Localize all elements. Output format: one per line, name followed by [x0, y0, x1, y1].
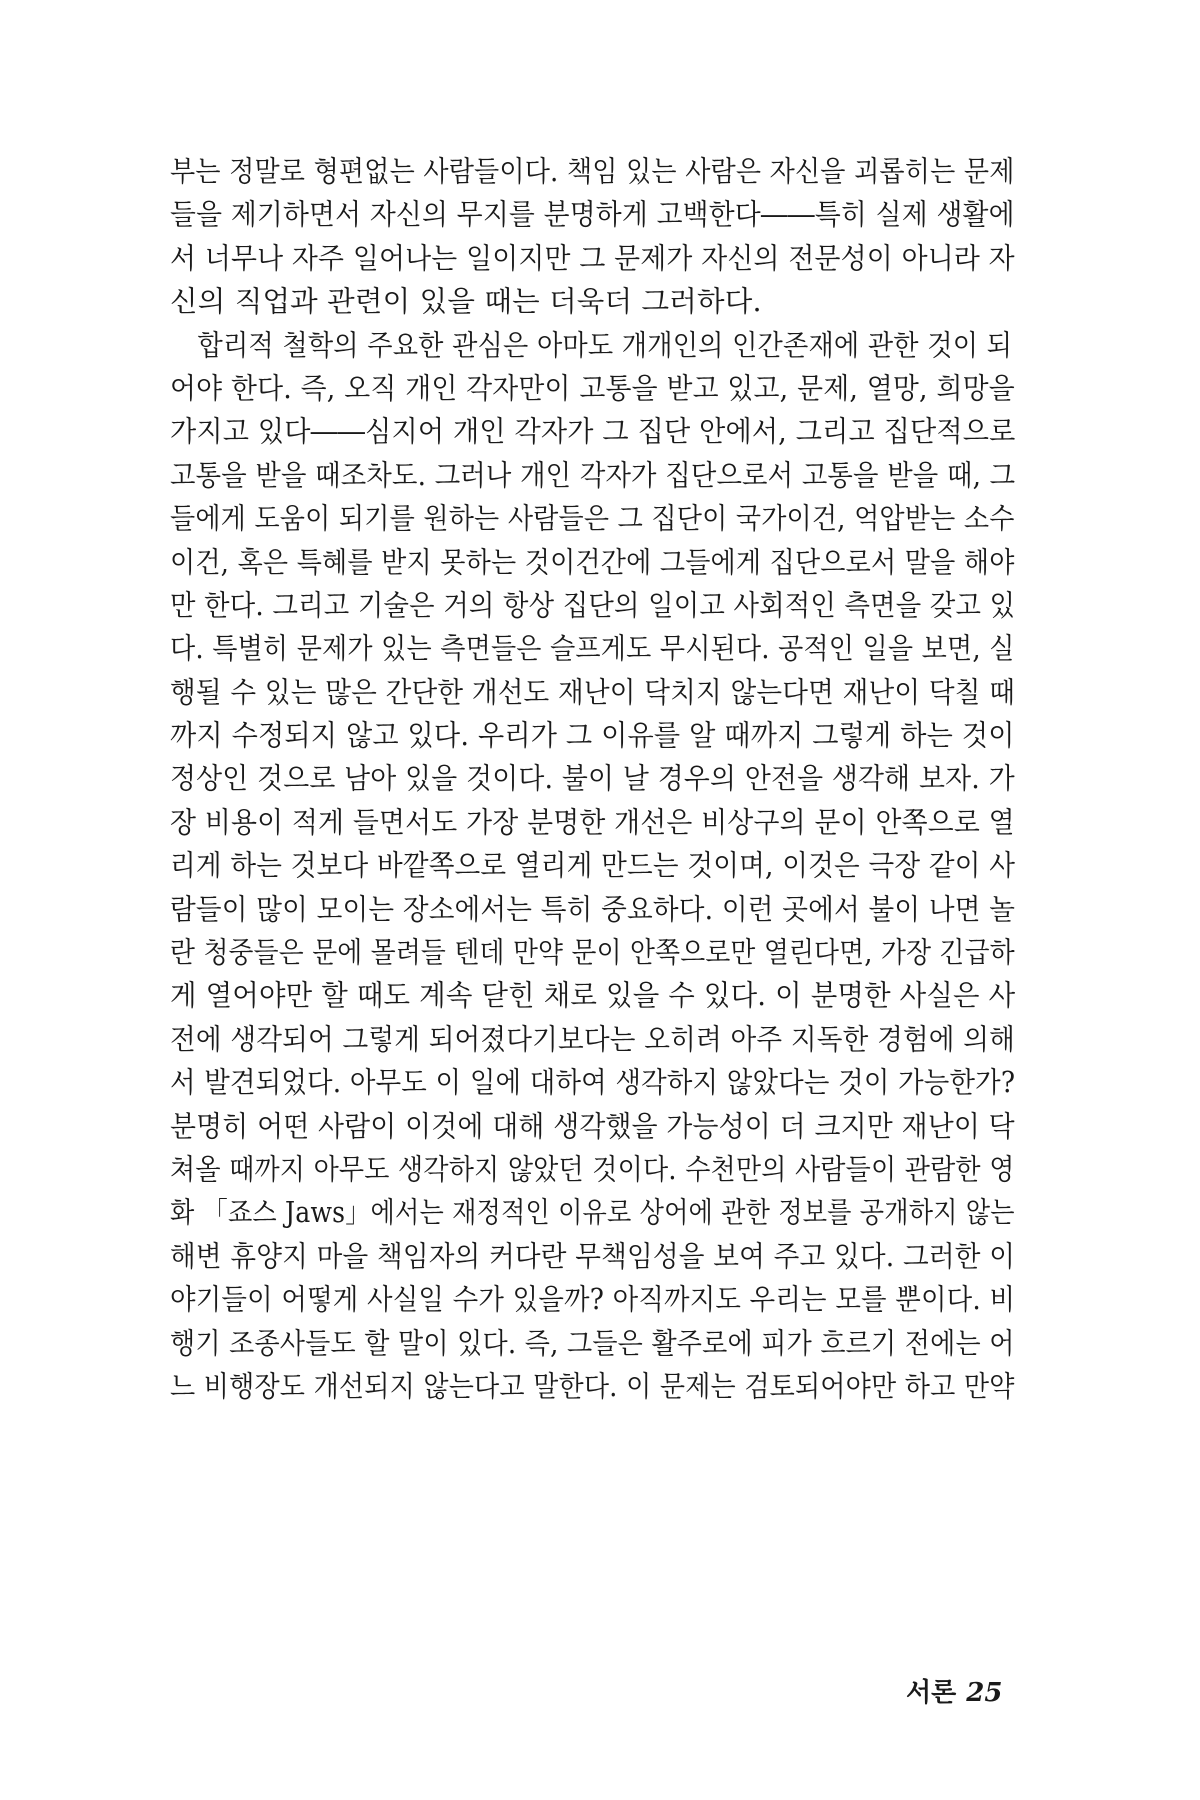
- text-line: 어야 한다. 즉, 오직 개인 각자만이 고통을 받고 있고, 문제, 열망, 희망을: [170, 371, 1015, 405]
- text-line: 야기들이 어떻게 사실일 수가 있을까? 아직까지도 우리는 모를 뿐이다. 비: [170, 1283, 1016, 1317]
- text-line: 화 「죠스 Jaws」에서는 재정적인 이유로 상어에 관한 정보를 공개하지 않는: [170, 1196, 1015, 1230]
- text-line: 고통을 받을 때조차도. 그러나 개인 각자가 집단으로서 고통을 받을 때, 그: [170, 458, 1016, 492]
- text-line: 느 비행장도 개선되지 않는다고 말한다. 이 문제는 검토되어야만 하고 만약: [170, 1369, 1015, 1403]
- text-line: 전에 생각되어 그렇게 되어졌다기보다는 오히려 아주 지독한 경험에 의해: [170, 1022, 1016, 1056]
- text-line: 행될 수 있는 많은 간단한 개선도 재난이 닥치지 않는다면 재난이 닥칠 때: [170, 675, 1016, 709]
- text-line: 해변 휴양지 마을 책임자의 커다란 무책임성을 보여 주고 있다. 그러한 이: [170, 1239, 1016, 1273]
- text-line: 서 발견되었다. 아무도 이 일에 대하여 생각하지 않았다는 것이 가능한가?: [170, 1066, 1016, 1100]
- text-line: 란 청중들은 문에 몰려들 텐데 만약 문이 안쪽으로만 열린다면, 가장 긴급하: [170, 936, 1015, 970]
- section-title: 서론: [906, 1678, 957, 1708]
- text-line: 이건, 혹은 특혜를 받지 못하는 것이건간에 그들에게 집단으로서 말을 해야: [170, 545, 1015, 579]
- text-line: 행기 조종사들도 할 말이 있다. 즉, 그들은 활주로에 피가 흐르기 전에는 어: [170, 1326, 1015, 1360]
- paragraph-start-line: 합리적 철학의 주요한 관심은 아마도 개개인의 인간존재에 관한 것이 되: [197, 328, 1013, 362]
- text-line: 서 너무나 자주 일어나는 일이지만 그 문제가 자신의 전문성이 아니라 자: [170, 241, 1015, 275]
- text-line: 들에게 도움이 되기를 원하는 사람들은 그 집단이 국가이건, 억압받는 소수: [170, 502, 1015, 536]
- page-footer: [906, 1672, 1002, 1709]
- text-line: 게 열어야만 할 때도 계속 닫힌 채로 있을 수 있다. 이 분명한 사실은 사: [170, 979, 1016, 1013]
- text-line: 장 비용이 적게 들면서도 가장 분명한 개선은 비상구의 문이 안쪽으로 열: [170, 805, 1015, 839]
- text-line: 쳐올 때까지 아무도 생각하지 않았던 것이다. 수천만의 사람들이 관람한 영: [170, 1152, 1015, 1186]
- text-line: 리게 하는 것보다 바깥쪽으로 열리게 만드는 것이며, 이것은 극장 같이 사: [170, 849, 1016, 883]
- text-line: 부는 정말로 형편없는 사람들이다. 책임 있는 사람은 자신을 괴롭히는 문제: [170, 155, 1015, 188]
- text-line: 까지 수정되지 않고 있다. 우리가 그 이유를 알 때까지 그렇게 하는 것이: [170, 719, 1015, 753]
- body-text: [170, 150, 1015, 1408]
- page-number: 25: [966, 1678, 1003, 1708]
- text-line: 들을 제기하면서 자신의 무지를 분명하게 고백한다――특히 실제 생활에: [170, 198, 1015, 232]
- text-line: 분명히 어떤 사람이 이것에 대해 생각했을 가능성이 더 크지만 재난이 닥: [170, 1109, 1015, 1143]
- text-line: 정상인 것으로 남아 있을 것이다. 불이 날 경우의 안전을 생각해 보자. 가: [170, 762, 1015, 796]
- text-line: 가지고 있다――심지어 개인 각자가 그 집단 안에서, 그리고 집단적으로: [170, 415, 1016, 449]
- text-line: 다. 특별히 문제가 있는 측면들은 슬프게도 무시된다. 공적인 일을 보면, 실: [170, 632, 1015, 666]
- text-line: 람들이 많이 모이는 장소에서는 특히 중요하다. 이런 곳에서 불이 나면 놀: [170, 892, 1016, 926]
- text-line: 만 한다. 그리고 기술은 거의 항상 집단의 일이고 사회적인 측면을 갖고 있: [170, 588, 1016, 622]
- text-line: 신의 직업과 관련이 있을 때는 더욱더 그러하다.: [170, 285, 762, 319]
